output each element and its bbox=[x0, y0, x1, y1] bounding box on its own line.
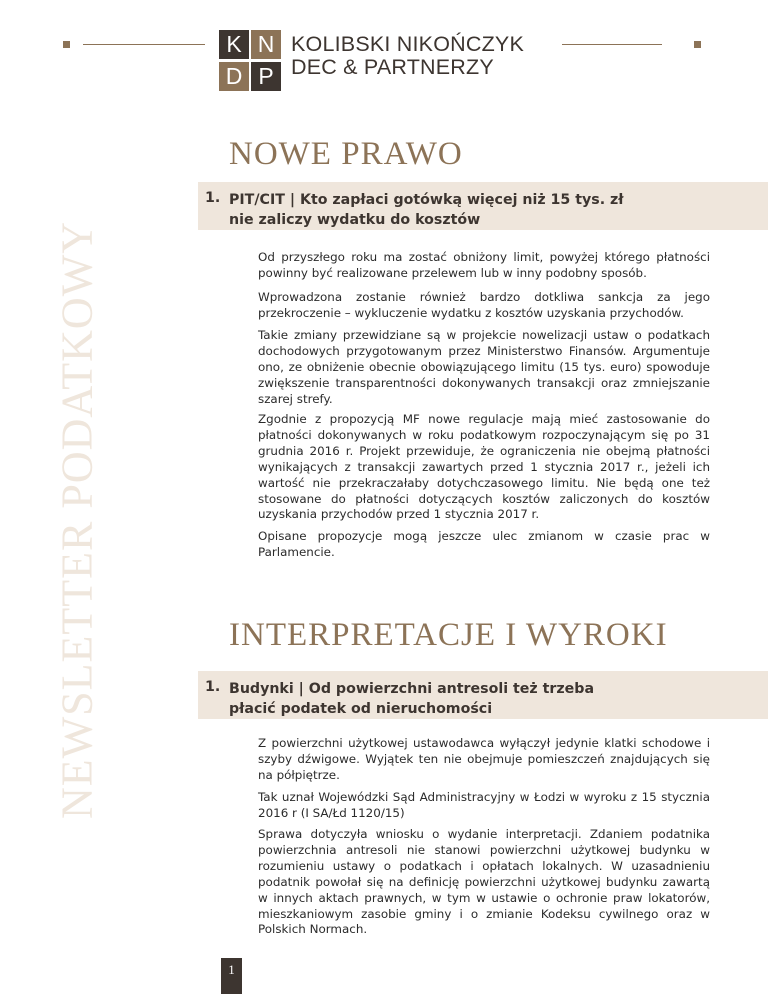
topic-box-buildings bbox=[198, 671, 768, 719]
paragraph: Sprawa dotyczyła wniosku o wydanie interpretacji. Zdaniem podatnika powierzchnia antresoli nie stanowi powierzchni użytkowej budynku w rozumieniu ustawy o podatkach i opłatach lokalnych. W uzasadnieniu podatnik powołał się na definicję powierzchni użytkowej budynku zawartą w innych aktach prawnych, w tym w ustawie o ochronie praw lokatorów, mieszkaniowym zasobie gminy i o zmianie Kodeksu cywilnego oraz w Polskich Normach. bbox=[258, 827, 710, 937]
logo-letter-k: K bbox=[219, 30, 249, 59]
header-ornament-right bbox=[694, 41, 701, 48]
page-number: 1 bbox=[221, 958, 242, 994]
paragraph: Z powierzchni użytkowej ustawodawca wyłączył jedynie klatki schodowe i szyby dźwigowe. Wyjątek ten nie obejmuje pomieszczeń znajdujących się na półpiętrze. bbox=[258, 736, 710, 782]
firm-name bbox=[291, 33, 524, 79]
header-rule-right bbox=[562, 44, 662, 45]
topic-title: PIT/CIT | Kto zapłaci gotówką więcej niż 15 tys. zł nie zaliczy wydatku do kosztów bbox=[229, 192, 624, 228]
topic-number: 1. bbox=[205, 190, 221, 206]
firm-name-line2: DEC & PARTNERZY bbox=[291, 55, 494, 79]
paragraph: Wprowadzona zostanie również bardzo dotkliwa sankcja za jego przekroczenie – wykluczenie wydatku z kosztów uzyskania przychodów. bbox=[258, 290, 710, 320]
header-rule-left bbox=[83, 44, 205, 45]
header-ornament-left bbox=[63, 41, 70, 48]
section-heading-new-law: NOWE PRAWO bbox=[229, 136, 463, 172]
paragraph: Od przyszłego roku ma zostać obniżony limit, powyżej którego płatności powinny być realizowane przelewem lub w inny podobny sposób. bbox=[258, 250, 710, 280]
topic-title: Budynki | Od powierzchni antresoli też trzeba płacić podatek od nieruchomości bbox=[229, 681, 595, 717]
topic-number: 1. bbox=[205, 679, 221, 695]
section-heading-interpretations: INTERPRETACJE I WYROKI bbox=[229, 617, 668, 653]
paragraph: Takie zmiany przewidziane są w projekcie nowelizacji ustaw o podatkach dochodowych przygotowanym przez Ministerstwo Finansów. Argumentuje ono, ze obniżenie obecnie obowiązującego limitu (15 tys. euro) spowoduje zwiększenie transparentności dokonywanych transakcji oraz zmniejszanie szarej strefy. bbox=[258, 328, 710, 406]
logo bbox=[219, 30, 282, 91]
paragraph: Opisane propozycje mogą jeszcze ulec zmianom w czasie prac w Parlamencie. bbox=[258, 529, 710, 559]
paragraph: Zgodnie z propozycją MF nowe regulacje mają mieć zastosowanie do płatności dokonywanych w roku podatkowym rozpoczynającym się po 31 grudnia 2016 r. Projekt przewiduje, że ograniczenia nie obejmą płatności wynikających z transakcji zawartych przed 1 stycznia 2017 r., jeżeli ich wartość nie przekraczałaby dotychczasowego limitu. Nie będą one też stosowane do płatności dotyczących kosztów zaliczonych do kosztów uzyskania przychodów przed 1 stycznia 2017 r. bbox=[258, 412, 710, 522]
logo-letter-n: N bbox=[251, 30, 281, 59]
logo-letter-d: D bbox=[219, 62, 249, 91]
newsletter-side-title-text: NEWSLETTER PODATKOWY bbox=[52, 220, 102, 820]
firm-name-line1: KOLIBSKI NIKOŃCZYK bbox=[291, 32, 524, 56]
paragraph: Tak uznał Wojewódzki Sąd Administracyjny w Łodzi w wyroku z 15 stycznia 2016 r (I SA/Łd 1120/15) bbox=[258, 790, 710, 820]
topic-box-pit-cit bbox=[198, 182, 768, 230]
logo-letter-p: P bbox=[251, 62, 281, 91]
